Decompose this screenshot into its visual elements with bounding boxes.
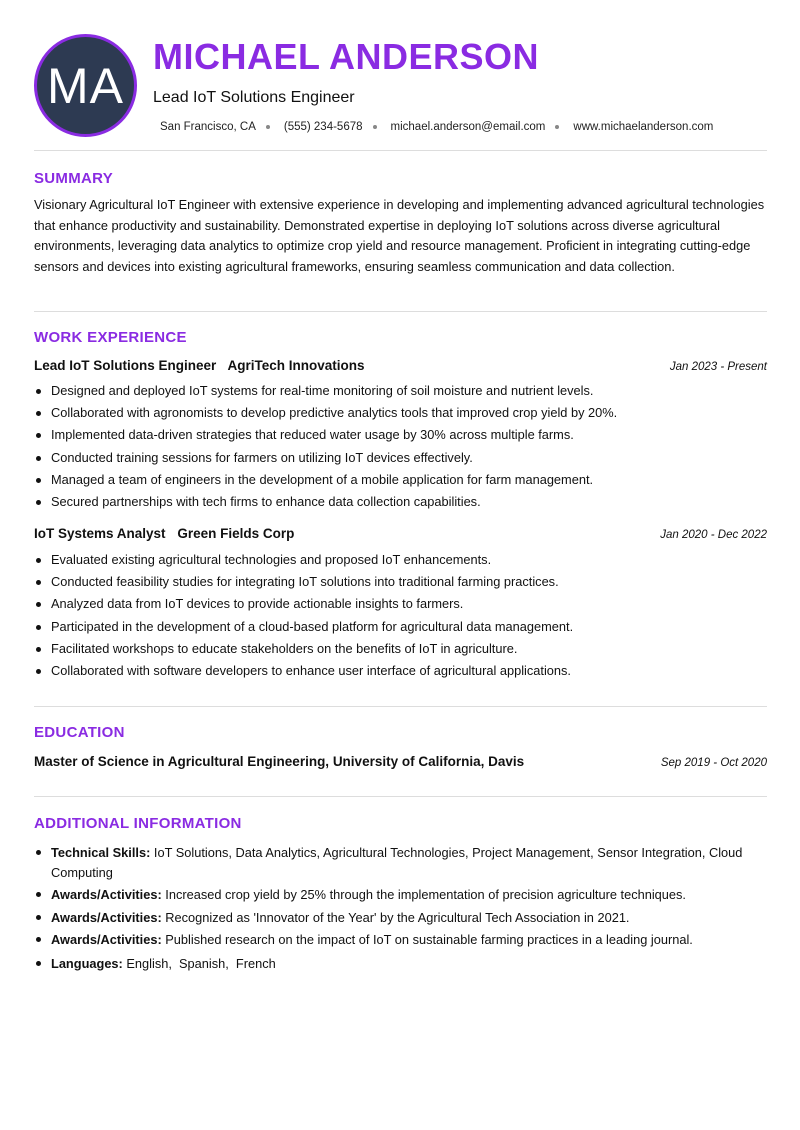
list-item (34, 954, 769, 974)
additional-information-heading: ADDITIONAL INFORMATION (34, 815, 242, 832)
work-experience-heading: WORK EXPERIENCE (34, 329, 187, 346)
list-item (34, 908, 769, 928)
item-label: Technical Skills: (51, 845, 151, 860)
list-item: Conducted training sessions for farmers on utilizing IoT devices effectively. (34, 447, 769, 469)
item-text: Published research on the impact of IoT on sustainable farming practices in a leading journal. (161, 932, 693, 947)
divider (34, 796, 767, 797)
contact-website[interactable]: www.michaelanderson.com (573, 121, 714, 133)
list-item: Implemented data-driven strategies that reduced water usage by 30% across multiple farms. (34, 424, 769, 446)
summary-heading: SUMMARY (34, 170, 114, 187)
job-dates: Jan 2020 - Dec 2022 (660, 529, 767, 541)
job-header (34, 526, 767, 541)
list-item: Collaborated with agronomists to develop predictive analytics tools that improved crop yield by 20%. (34, 402, 769, 424)
job-bullets (34, 549, 769, 682)
candidate-name: MICHAEL ANDERSON (153, 36, 540, 77)
item-label: Languages: (51, 955, 123, 971)
list-item: Managed a team of engineers in the development of a mobile application for farm management. (34, 469, 769, 491)
separator-dot (555, 125, 559, 129)
job-company: Green Fields Corp (177, 526, 295, 541)
contact-line (160, 121, 713, 133)
additional-info-list (34, 843, 769, 976)
education-heading: EDUCATION (34, 724, 125, 741)
list-item: Evaluated existing agricultural technologies and proposed IoT enhancements. (34, 549, 769, 571)
list-item: Facilitated workshops to educate stakeholders on the benefits of IoT in agriculture. (34, 638, 769, 660)
item-text: IoT Solutions, Data Analytics, Agricultural Technologies, Project Management, Sensor Integration, Cloud Computing (51, 845, 743, 880)
degree: Master of Science in Agricultural Engineering, University of California, Davis (34, 754, 525, 769)
job-header (34, 358, 767, 373)
list-item: Conducted feasibility studies for integrating IoT solutions into traditional farming practices. (34, 571, 769, 593)
list-item (34, 843, 769, 882)
item-label: Awards/Activities: (51, 932, 162, 947)
avatar: MA (34, 34, 137, 137)
list-item: Secured partnerships with tech firms to enhance data collection capabilities. (34, 491, 769, 513)
item-label: Awards/Activities: (51, 887, 162, 902)
list-item: Collaborated with software developers to enhance user interface of agricultural applications. (34, 660, 769, 682)
divider (34, 311, 767, 312)
education-dates: Sep 2019 - Oct 2020 (660, 757, 767, 769)
divider (34, 150, 767, 151)
separator-dot (266, 125, 270, 129)
divider (34, 706, 767, 707)
resume-header (0, 0, 800, 150)
job-bullets (34, 380, 769, 513)
item-text: Increased crop yield by 25% through the implementation of precision agriculture techniques. (161, 887, 686, 902)
list-item (34, 930, 769, 950)
education-entry (34, 754, 767, 769)
candidate-title: Lead IoT Solutions Engineer (153, 89, 355, 106)
contact-location: San Francisco, CA (160, 121, 256, 133)
item-label: Awards/Activities: (51, 909, 162, 925)
list-item: Analyzed data from IoT devices to provide actionable insights to farmers. (34, 593, 769, 615)
job-role: Lead IoT Solutions Engineer (34, 358, 217, 373)
job-company: AgriTech Innovations (227, 358, 365, 373)
item-text: English, Spanish, French (122, 955, 276, 971)
list-item: Designed and deployed IoT systems for real-time monitoring of soil moisture and nutrient levels. (34, 380, 769, 402)
list-item (34, 885, 769, 905)
separator-dot (373, 125, 377, 129)
contact-phone: (555) 234-5678 (283, 121, 363, 133)
summary-text: Visionary Agricultural IoT Engineer with extensive experience in developing and implementing advanced agricultural technologies that enhance productivity and sustainability. Demonstrated expertise in deploying IoT solutions across diverse agricultural environments, leveraging data analytics to optimize crop yield and resource management. Proficient in integrating cutting-edge sensors and devices into existing agricultural frameworks, ensuring seamless communication and data collection. (34, 197, 765, 274)
job-role: IoT Systems Analyst (34, 526, 166, 541)
job-dates: Jan 2023 - Present (669, 361, 767, 373)
list-item: Participated in the development of a cloud-based platform for agricultural data management. (34, 616, 769, 638)
item-text: Recognized as 'Innovator of the Year' by the Agricultural Tech Association in 2021. (161, 909, 630, 925)
contact-email[interactable]: michael.anderson@email.com (390, 121, 546, 133)
